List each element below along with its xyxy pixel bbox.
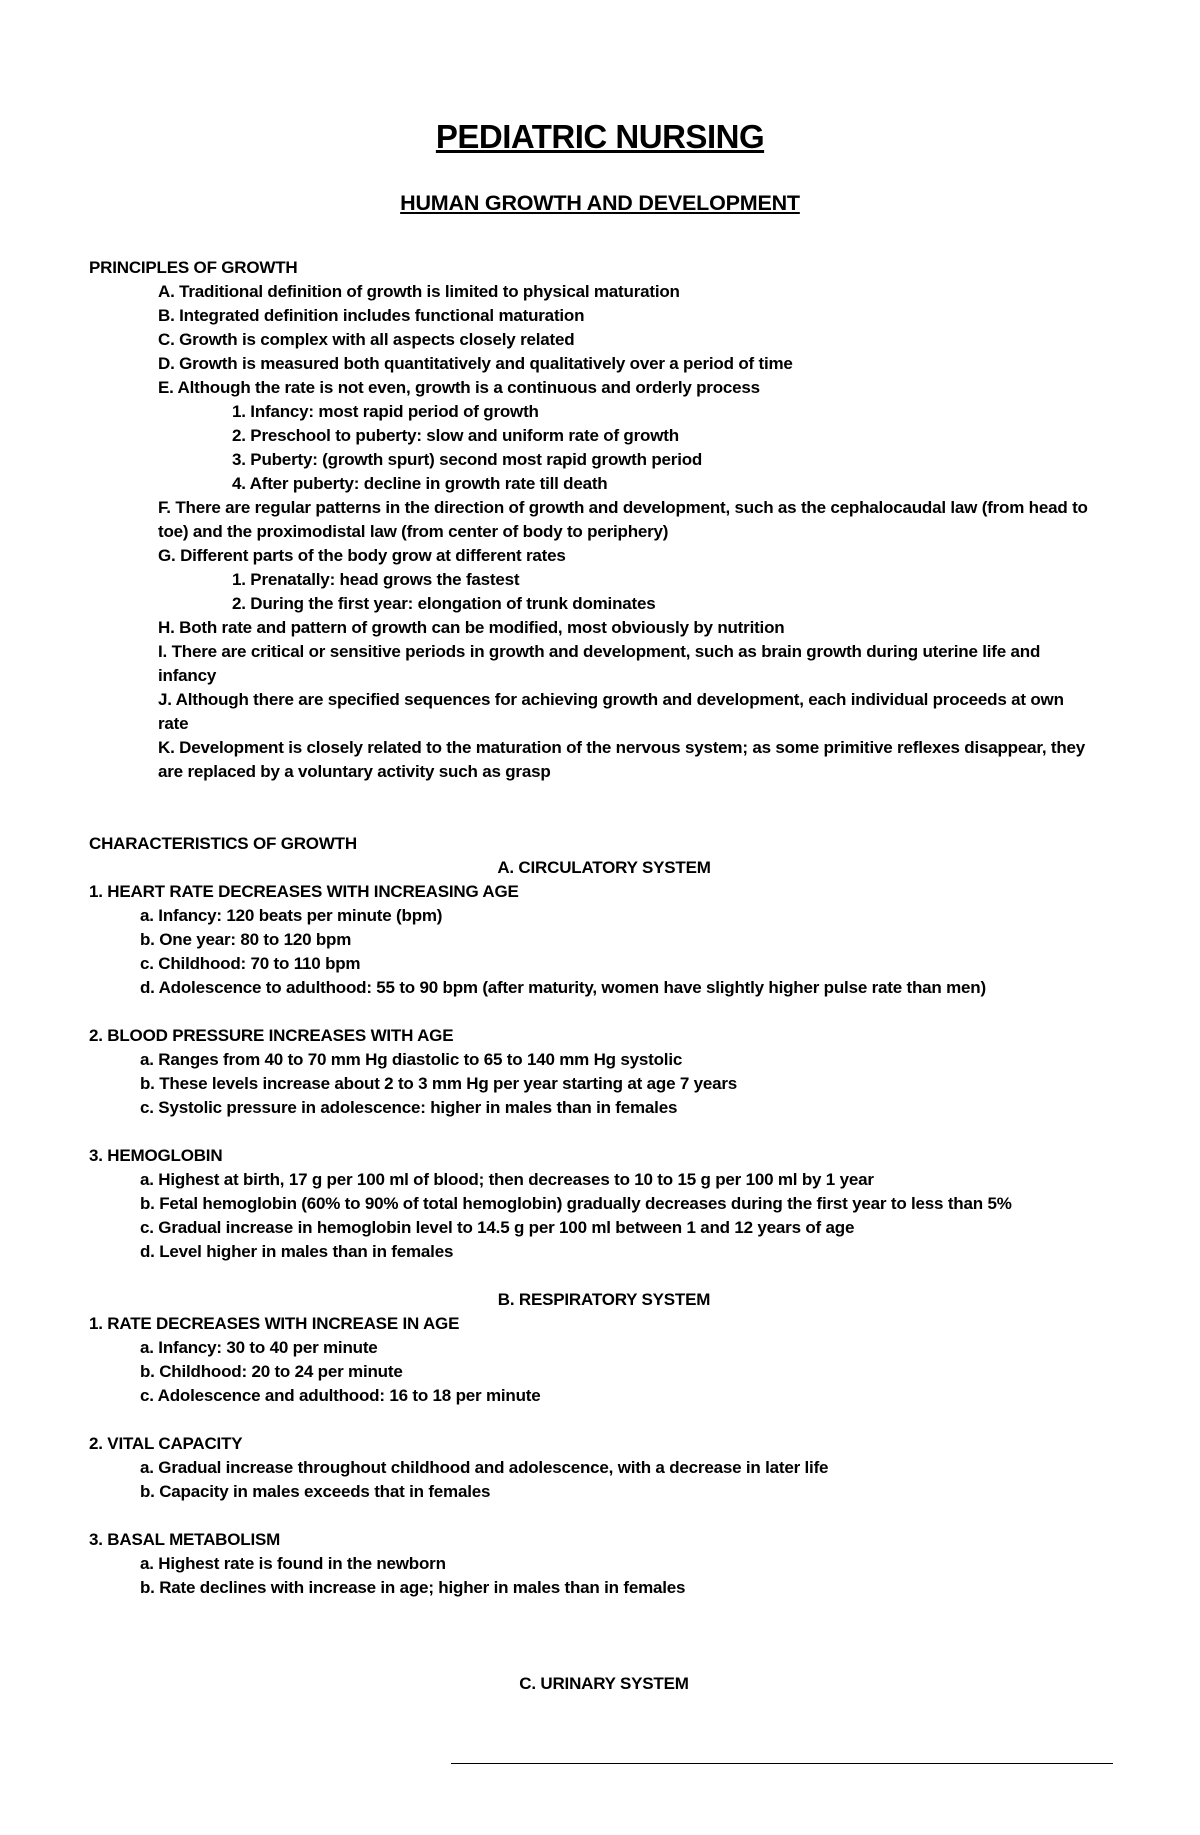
principle-k: K. Development is closely related to the maturation of the nervous system; as some primitive reflexes disappear, they are replaced by a voluntary activity such as grasp xyxy=(158,738,1086,781)
principle-e-item: 4. After puberty: decline in growth rate till death xyxy=(232,474,608,493)
list-item: d. Level higher in males than in females xyxy=(140,1242,454,1261)
list-item: a. Infancy: 120 beats per minute (bpm) xyxy=(140,906,443,925)
list-item: a. Ranges from 40 to 70 mm Hg diastolic to 65 to 140 mm Hg systolic xyxy=(140,1050,683,1069)
list-item: c. Childhood: 70 to 110 bpm xyxy=(140,954,361,973)
section-heading-characteristics: CHARACTERISTICS OF GROWTH xyxy=(89,834,357,853)
list-item: a. Infancy: 30 to 40 per minute xyxy=(140,1338,378,1357)
list-item: c. Gradual increase in hemoglobin level to 14.5 g per 100 ml between 1 and 12 years of age xyxy=(140,1218,855,1237)
principle-e-item: 1. Infancy: most rapid period of growth xyxy=(232,402,539,421)
section-heading-principles: PRINCIPLES OF GROWTH xyxy=(89,258,298,277)
principle-e-item: 3. Puberty: (growth spurt) second most rapid growth period xyxy=(232,450,703,469)
list-item: d. Adolescence to adulthood: 55 to 90 bpm (after maturity, women have slightly higher pulse rate than men) xyxy=(140,978,986,997)
document-subtitle: HUMAN GROWTH AND DEVELOPMENT xyxy=(400,191,800,215)
principle-f: F. There are regular patterns in the direction of growth and development, such as the cephalocaudal law (from head to toe) and the proximodistal law (from center of body to periphery) xyxy=(158,498,1088,541)
principle-g-item: 2. During the first year: elongation of trunk dominates xyxy=(232,594,656,613)
topic-heading: 1. RATE DECREASES WITH INCREASE IN AGE xyxy=(89,1314,460,1333)
list-item: b. Fetal hemoglobin (60% to 90% of total hemoglobin) gradually decreases during the first year to less than 5% xyxy=(140,1194,1012,1213)
spacer xyxy=(89,1504,1119,1528)
spacer xyxy=(89,1408,1119,1432)
document-title: PEDIATRIC NURSING xyxy=(435,118,765,155)
list-item: c. Systolic pressure in adolescence: higher in males than in females xyxy=(140,1098,678,1117)
principle-g: G. Different parts of the body grow at different rates xyxy=(158,546,566,565)
topic-heading: 3. HEMOGLOBIN xyxy=(89,1146,223,1165)
principle-e: E. Although the rate is not even, growth is a continuous and orderly process xyxy=(158,378,760,397)
list-item: b. Rate declines with increase in age; higher in males than in females xyxy=(140,1578,686,1597)
principle-h: H. Both rate and pattern of growth can be modified, most obviously by nutrition xyxy=(158,618,785,637)
list-item: a. Gradual increase throughout childhood and adolescence, with a decrease in later life xyxy=(140,1458,829,1477)
list-item: a. Highest rate is found in the newborn xyxy=(140,1554,446,1573)
document-body xyxy=(89,256,1119,1696)
principle-d: D. Growth is measured both quantitatively and qualitatively over a period of time xyxy=(158,354,793,373)
principle-j: J. Although there are specified sequences for achieving growth and development, each individual proceeds at own rate xyxy=(158,690,1064,733)
spacer xyxy=(89,1264,1119,1288)
spacer xyxy=(89,1120,1119,1144)
topic-heading: 1. HEART RATE DECREASES WITH INCREASING AGE xyxy=(89,882,519,901)
principle-b: B. Integrated definition includes functional maturation xyxy=(158,306,585,325)
principle-g-item: 1. Prenatally: head grows the fastest xyxy=(232,570,520,589)
list-item: b. Capacity in males exceeds that in females xyxy=(140,1482,491,1501)
spacer xyxy=(89,784,1119,832)
spacer xyxy=(89,1600,1119,1672)
topic-heading: 2. VITAL CAPACITY xyxy=(89,1434,243,1453)
list-item: a. Highest at birth, 17 g per 100 ml of blood; then decreases to 10 to 15 g per 100 ml by 1 year xyxy=(140,1170,874,1189)
subsection-heading-urinary: C. URINARY SYSTEM xyxy=(519,1674,689,1693)
list-item: b. These levels increase about 2 to 3 mm Hg per year starting at age 7 years xyxy=(140,1074,738,1093)
list-item: c. Adolescence and adulthood: 16 to 18 per minute xyxy=(140,1386,541,1405)
principle-i: I. There are critical or sensitive periods in growth and development, such as brain growth during uterine life and infancy xyxy=(158,642,1041,685)
topic-heading: 3. BASAL METABOLISM xyxy=(89,1530,281,1549)
topic-heading: 2. BLOOD PRESSURE INCREASES WITH AGE xyxy=(89,1026,454,1045)
subsection-heading-respiratory: B. RESPIRATORY SYSTEM xyxy=(497,1290,711,1309)
list-item: b. One year: 80 to 120 bpm xyxy=(140,930,352,949)
principle-e-item: 2. Preschool to puberty: slow and uniform rate of growth xyxy=(232,426,679,445)
list-item: b. Childhood: 20 to 24 per minute xyxy=(140,1362,403,1381)
footer-rule xyxy=(451,1763,1113,1764)
principle-c: C. Growth is complex with all aspects closely related xyxy=(158,330,575,349)
principle-a: A. Traditional definition of growth is limited to physical maturation xyxy=(158,282,680,301)
spacer xyxy=(89,1000,1119,1024)
subsection-heading-circulatory: A. CIRCULATORY SYSTEM xyxy=(497,858,711,877)
